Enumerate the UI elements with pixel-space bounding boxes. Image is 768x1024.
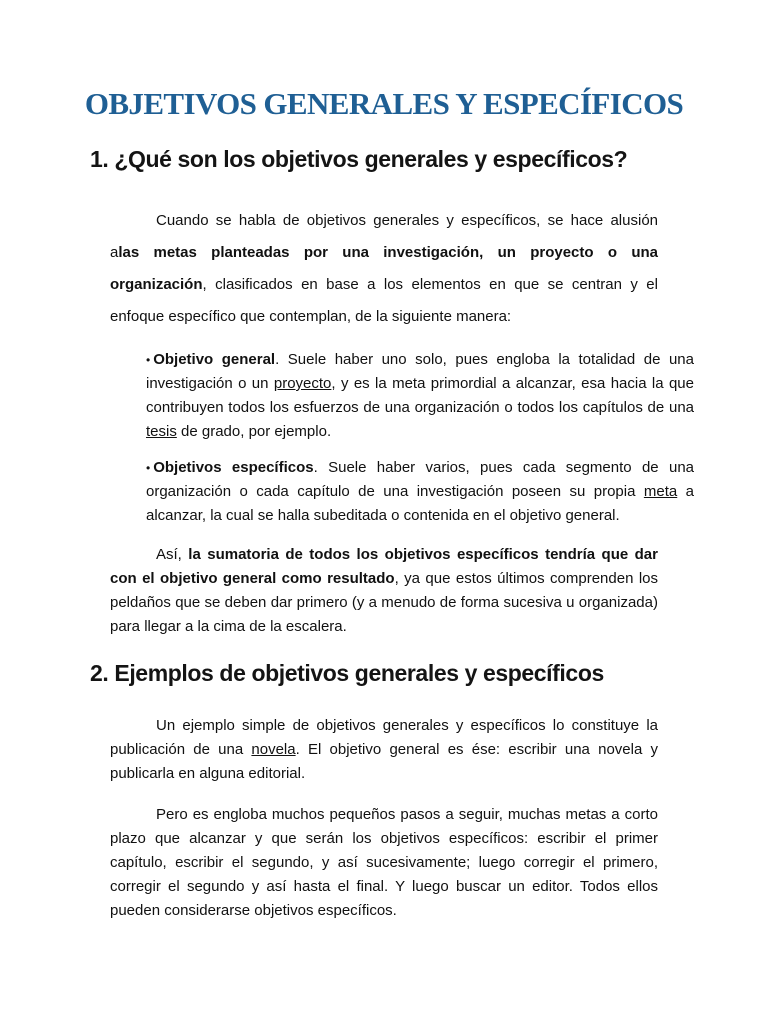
link-proyecto[interactable]: proyecto — [273, 375, 332, 392]
bullet-term: Objetivos específicos — [153, 459, 314, 476]
section-2-paragraph-1 — [110, 714, 658, 786]
conclusion-text-1: Así, — [156, 546, 189, 563]
link-novela[interactable]: novela — [251, 741, 296, 758]
link-meta[interactable]: meta — [643, 483, 678, 500]
conclusion-text-2: , ya que estos últimos comprenden los peldaños que se deben dar primero (y a menudo de forma sucesiva u organizada) para llegar a la cima de la escalera. — [110, 570, 658, 635]
bullet-objetivo-general — [110, 348, 694, 444]
bullet-text: , y es la meta primordial a alcanzar, esa hacia la que contribuyen todos los esfuerzos de una organización o todos los capítulos de una — [146, 375, 694, 416]
conclusion-bold-text: la sumatoria de todos los objetivos específicos tendría que dar con el objetivo general como resultado — [110, 546, 658, 587]
bullet-text: . Suele haber varios, pues cada segmento de una organización o cada capítulo de una investigación poseen su propia — [146, 459, 694, 500]
section-2-paragraph-2: Pero es engloba muchos pequeños pasos a seguir, muchas metas a corto plazo que alcanzar y que serán los objetivos específicos: escribir el primer capítulo, escribir el segundo, y así sucesivamente; luego corregir el primero, corregir el segundo y así hasta el final. Y luego buscar un editor. Todos ellos pueden considerarse objetivos específicos. — [110, 806, 658, 919]
link-tesis[interactable]: tesis — [146, 423, 177, 440]
intro-text-1: Cuando se habla de objetivos generales y específicos, se hace alusión a — [110, 212, 658, 261]
bullet-text: . Suele haber uno solo, pues engloba la totalidad de una investigación o un — [146, 351, 694, 392]
paragraph-text-1: Un ejemplo simple de objetivos generales y específicos lo constituye la publicación de una — [110, 717, 658, 758]
bullet-objetivos-especificos — [110, 456, 694, 528]
bullet-text: a alcanzar, la cual se halla subeditada o contenida en el objetivo general. — [146, 483, 694, 524]
bullet-dot-icon: • — [146, 353, 151, 367]
bullet-text: de grado, por ejemplo. — [176, 423, 332, 440]
section-1-heading: 1. ¿Qué son los objetivos generales y específicos? — [90, 146, 628, 172]
section-2-heading: 2. Ejemplos de objetivos generales y específicos — [90, 660, 604, 686]
bullet-term: Objetivo general — [153, 351, 276, 368]
intro-bold-text: las metas planteadas por una investigación, un proyecto o una organización — [110, 244, 658, 293]
intro-text-2: , clasificados en base a los elementos en que se centran y el enfoque específico que contemplan, de la siguiente manera: — [110, 276, 658, 325]
bullet-dot-icon: • — [146, 461, 151, 475]
section-1-conclusion-paragraph — [110, 543, 658, 639]
section-1-intro-paragraph — [110, 205, 658, 333]
document-title: OBJETIVOS GENERALES Y ESPECÍFICOS — [84, 86, 684, 121]
paragraph-text-2: . El objetivo general es ése: escribir una novela y publicarla en alguna editorial. — [110, 741, 659, 782]
